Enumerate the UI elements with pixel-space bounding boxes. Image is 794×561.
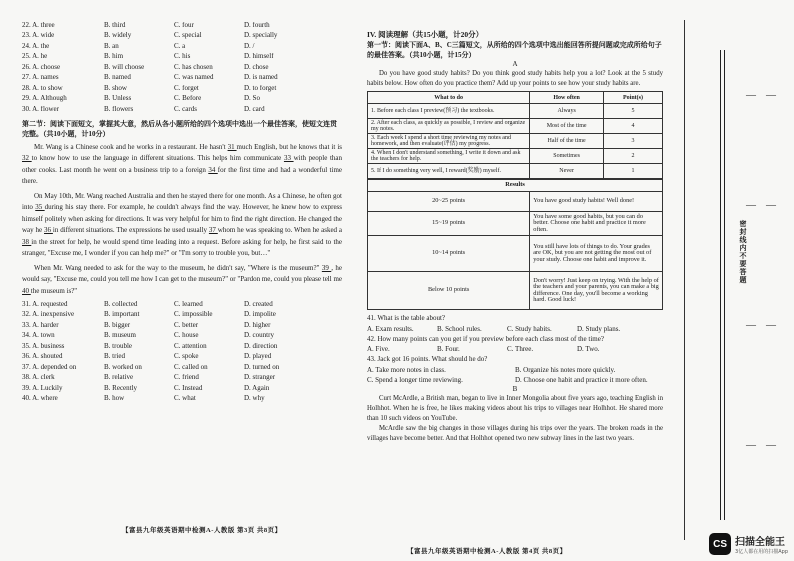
options-block-31-40 — [22, 299, 352, 404]
question-options — [367, 344, 663, 354]
watermark-title: 扫描全能王 — [735, 537, 786, 548]
habit-points: 5 — [604, 104, 663, 119]
option-b: B. show — [104, 84, 127, 92]
passage-a-label: A — [512, 60, 518, 68]
option-c: C. what — [174, 395, 196, 403]
option-row — [22, 62, 352, 73]
option-a: 37. A. depended on — [22, 363, 77, 371]
option-a: 24. A. the — [22, 42, 50, 50]
option-row — [22, 94, 352, 105]
habit-points: 1 — [604, 164, 663, 179]
question-stem: 41. What is the table about? — [367, 314, 446, 322]
option-row — [22, 352, 352, 363]
question-option: C. Study habits. — [507, 324, 552, 333]
habit-row — [368, 104, 663, 119]
option-row — [22, 331, 352, 342]
option-row — [22, 320, 352, 331]
option-d: D. country — [244, 332, 274, 340]
result-row — [368, 212, 663, 236]
habit-frequency: Half of the time — [530, 134, 604, 149]
habits-col-how: How often — [530, 92, 604, 104]
option-d: D. specially — [244, 32, 278, 40]
habit-row — [368, 119, 663, 134]
option-a: 28. A. to show — [22, 84, 63, 92]
option-d: D. card — [244, 105, 265, 113]
habit-frequency: Sometimes — [530, 149, 604, 164]
option-b: B. third — [104, 21, 126, 29]
option-c: C. Instead — [174, 384, 203, 392]
option-row — [22, 20, 352, 31]
habit-text: 2. After each class, as quickly as possible, I review and organize my notes. — [368, 119, 530, 134]
option-a: 36. A. shouted — [22, 353, 63, 361]
option-a: 40. A. where — [22, 395, 58, 403]
option-c: C. special — [174, 32, 202, 40]
result-advice: You still have lots of things to do. Your grades are OK, but you are not getting the most out of your study. Choose one habit and improve it. — [530, 236, 663, 272]
questions-41-43 — [367, 313, 663, 385]
option-a: 32. A. inexpensive — [22, 311, 75, 319]
question-option: D. Study plans. — [577, 324, 621, 333]
cloze-paragraph-2: On May 10th, Mr. Wang reached Australia and then he stayed there for one month. As a Chinese, he often got into 35 during his stay there. For example, he couldn't always find the way. However, he knew how to express himself politely when asking for directions. It was very helpful for him to find the right direction. He changed the way he 36 in different situations. The expressions he used usually 37 whom he was speaking to. When he asked a 38 in the street for help, he would spend time leading into a request. Before asking for help, he first said to the stranger, "Excuse me, I wonder if you can help me?" or "I'm sorry to trouble you, but…" — [22, 191, 343, 257]
passage-b-p1: Curt McArdle, a British man, began to live in Inner Mongolia about five years ago, teaching English in Holhhot. When he is free, he likes making videos about his trips to villages near Holhhot. He shared more than 10 such videos on YouTube. — [367, 394, 663, 422]
habit-text: 4. When I don't understand something, I write it down and ask the teachers for help. — [368, 149, 530, 164]
option-d: D. why — [244, 395, 265, 403]
binding-line-1 — [684, 20, 685, 540]
question-options — [367, 375, 663, 385]
option-d: D. is named — [244, 74, 278, 82]
option-c: C. spoke — [174, 353, 199, 361]
option-b: B. how — [104, 395, 125, 403]
dash-mark-2: — — [766, 90, 776, 101]
option-b: B. museum — [104, 332, 136, 340]
question-option: A. Exam results. — [367, 324, 414, 333]
option-b: B. an — [104, 42, 119, 50]
option-b: B. named — [104, 74, 131, 82]
left-page — [22, 20, 352, 540]
option-a: 31. A. requested — [22, 300, 68, 308]
option-b: B. bigger — [104, 321, 131, 329]
option-a: 33. A. harder — [22, 321, 59, 329]
watermark-subtitle: 3亿人都在用的扫描App — [735, 549, 788, 555]
question-stem: 43. Jack got 16 points. What should he do? — [367, 355, 488, 363]
option-b: B. collected — [104, 300, 138, 308]
habit-frequency: Never — [530, 164, 604, 179]
option-row — [22, 373, 352, 384]
result-advice: You have good study habits! Well done! — [530, 192, 663, 212]
binding-line-2 — [720, 50, 721, 520]
habits-table — [367, 91, 663, 179]
option-a: 27. A. names — [22, 74, 59, 82]
section2-heading: 第二节：阅读下面短文，掌握其大意，然后从各小题所给的四个选项中选出一个最佳答案，使短文连贯完整。（共10小题，计10分） — [22, 119, 337, 138]
left-footer: 【富县九年级英语期中检测A-人教版 第3页 共8页】 — [122, 526, 282, 534]
question-option: B. School rules. — [437, 324, 482, 333]
habit-row — [368, 164, 663, 179]
option-a: 23. A. wide — [22, 32, 55, 40]
dash-mark-6: — — [766, 320, 776, 331]
option-c: C. called on — [174, 363, 208, 371]
section-iv-heading: IV. 阅读理解（共15小题，计20分） — [367, 30, 484, 39]
habit-points: 4 — [604, 119, 663, 134]
question-options — [367, 324, 663, 334]
habits-col-points: Point(s) — [604, 92, 663, 104]
question-option: A. Take more notes in class. — [367, 365, 446, 374]
dash-mark-7: — — [746, 440, 756, 451]
results-table — [367, 179, 663, 310]
option-d: D. to forget — [244, 84, 277, 92]
scanner-watermark — [709, 533, 788, 555]
option-a: 39. A. Luckily — [22, 384, 63, 392]
habit-frequency: Always — [530, 104, 604, 119]
habit-frequency: Most of the time — [530, 119, 604, 134]
question-option: D. Two. — [577, 345, 600, 353]
option-row — [22, 31, 352, 42]
option-d: D. stranger — [244, 374, 276, 382]
right-page — [367, 30, 663, 555]
binding-warning-text: 密封线内不要答题 — [739, 220, 747, 284]
habits-col-what: What to do — [368, 92, 530, 104]
option-d: D. So — [244, 95, 260, 103]
option-c: C. attention — [174, 342, 207, 350]
passage-b-label: B — [512, 384, 518, 393]
question-option: A. Five. — [367, 345, 390, 353]
option-c: C. a — [174, 42, 186, 50]
dash-mark-8: — — [766, 440, 776, 451]
option-d: D. impolite — [244, 311, 276, 319]
option-c: C. was named — [174, 74, 214, 82]
option-row — [22, 299, 352, 310]
result-advice: You have some good habits, but you can do better. Choose one habit and practice it more often. — [530, 212, 663, 236]
question-stem: 42. How many points can you get if you preview before each class most of the time? — [367, 334, 604, 343]
option-d: D. himself — [244, 53, 274, 61]
option-c: C. learned — [174, 300, 203, 308]
results-header: Results — [368, 180, 663, 192]
option-row — [22, 310, 352, 321]
option-d: D. turned on — [244, 363, 280, 371]
option-d: D. played — [244, 353, 272, 361]
cloze-paragraph-3: When Mr. Wang needed to ask for the way to the museum, he didn't say, "Where is the museum?" 39 , he would say, "Excuse me, could you tell me how I can get to the museum?" or "Pardon me, could you please tell me 40 the museum is?" — [22, 263, 343, 295]
option-d: D. created — [244, 300, 273, 308]
option-d: D. / — [244, 42, 255, 50]
option-c: C. friend — [174, 374, 199, 382]
cloze-paragraph-1: Mr. Wang is a Chinese cook and he works in a restaurant. He hasn't 31 much English, but he knows that it is 32 to know how to use the language in different situations. This helps him communicate 33 with people than other cooks. Last month he went on a business trip to a foreign 34 for the first time and had a wonderful time there. — [22, 142, 343, 185]
passage-a-intro: Do you have good study habits? Do you think good study habits help you a lot? Look at the 5 study habits below. How often do you practice them? Add up your points to see how your study habits are. — [367, 70, 663, 87]
question-options — [367, 365, 663, 375]
option-b: B. Unless — [104, 95, 132, 103]
binding-margin — [680, 20, 780, 540]
section-iv-instructions: 第一节：阅读下面A、B、C三篇短文，从所给的四个选项中选出能回答所提问题或完成所给句子的最佳答案。（共10小题，计15分） — [367, 41, 662, 59]
option-c: C. forget — [174, 84, 199, 92]
option-a: 25. A. he — [22, 53, 48, 61]
right-footer: 【富县九年级英语期中检测A-人教版 第4页 共8页】 — [407, 547, 567, 555]
binding-line-3 — [724, 50, 725, 520]
option-b: B. relative — [104, 374, 134, 382]
option-b: B. important — [104, 311, 140, 319]
option-a: 26. A. choose — [22, 63, 61, 71]
habit-text: 3. Each week I spend a short time reviewing my notes and homework, and then evaluate(评估) my progress. — [368, 134, 530, 149]
option-a: 35. A. business — [22, 342, 65, 350]
option-b: B. worked on — [104, 363, 142, 371]
option-b: B. flowers — [104, 105, 134, 113]
option-c: C. has chosen — [174, 63, 213, 71]
result-range: 10~14 points — [368, 236, 530, 272]
option-b: B. him — [104, 53, 124, 61]
option-a: 30. A. flower — [22, 105, 59, 113]
result-row — [368, 236, 663, 272]
option-row — [22, 104, 352, 115]
habit-row — [368, 149, 663, 164]
option-c: C. four — [174, 21, 194, 29]
result-row — [368, 272, 663, 310]
option-d: D. higher — [244, 321, 271, 329]
question-option: B. Organize his notes more quickly. — [515, 365, 616, 374]
dash-mark-4: — — [766, 200, 776, 211]
option-c: C. house — [174, 332, 199, 340]
option-a: 34. A. town — [22, 332, 55, 340]
option-row — [22, 52, 352, 63]
habit-points: 2 — [604, 149, 663, 164]
option-d: D. direction — [244, 342, 278, 350]
option-a: 38. A. clerk — [22, 374, 55, 382]
option-row — [22, 362, 352, 373]
options-block-22-30 — [22, 20, 352, 115]
question-option: C. Three. — [507, 345, 534, 353]
passage-b-p2: McArdle saw the big changes in those villages during his trips over the years. The broken roads in the villages have become better. And that Holhhot opened two new subway lines in the last two years. — [367, 424, 663, 442]
habit-text: 5. If I do something very well, I reward(奖励) myself. — [368, 164, 530, 179]
option-row — [22, 341, 352, 352]
option-d: D. chose — [244, 63, 269, 71]
option-b: B. widely — [104, 32, 132, 40]
option-row — [22, 394, 352, 405]
result-range: 15~19 points — [368, 212, 530, 236]
result-range: 20~25 points — [368, 192, 530, 212]
option-row — [22, 41, 352, 52]
habit-row — [368, 134, 663, 149]
option-a: 29. A. Although — [22, 95, 67, 103]
option-c: C. Before — [174, 95, 202, 103]
option-c: C. impossible — [174, 311, 213, 319]
option-row — [22, 383, 352, 394]
habit-text: 1. Before each class I preview(预习) the textbooks. — [368, 104, 530, 119]
question-option: D. Choose one habit and practice it more often. — [515, 375, 648, 384]
dash-mark-5: — — [746, 320, 756, 331]
result-advice: Don't worry! Just keep on trying. With the help of the teachers and your parents, you can make a big difference. One day, you'll become a working hard. Good luck! — [530, 272, 663, 310]
option-b: B. trouble — [104, 342, 132, 350]
dash-mark-1: — — [746, 90, 756, 101]
option-c: C. cards — [174, 105, 197, 113]
option-row — [22, 73, 352, 84]
camscanner-logo-icon: CS — [709, 533, 731, 555]
option-b: B. Recently — [104, 384, 138, 392]
option-b: B. tried — [104, 353, 125, 361]
result-range: Below 10 points — [368, 272, 530, 310]
question-option: B. Four. — [437, 345, 460, 353]
option-c: C. better — [174, 321, 199, 329]
question-option: C. Spend a longer time reviewing. — [367, 375, 463, 384]
result-row — [368, 192, 663, 212]
dash-mark-3: — — [746, 200, 756, 211]
option-a: 22. A. three — [22, 21, 55, 29]
habit-points: 3 — [604, 134, 663, 149]
option-c: C. his — [174, 53, 191, 61]
option-d: D. fourth — [244, 21, 270, 29]
option-row — [22, 83, 352, 94]
option-b: B. will choose — [104, 63, 145, 71]
option-d: D. Again — [244, 384, 270, 392]
